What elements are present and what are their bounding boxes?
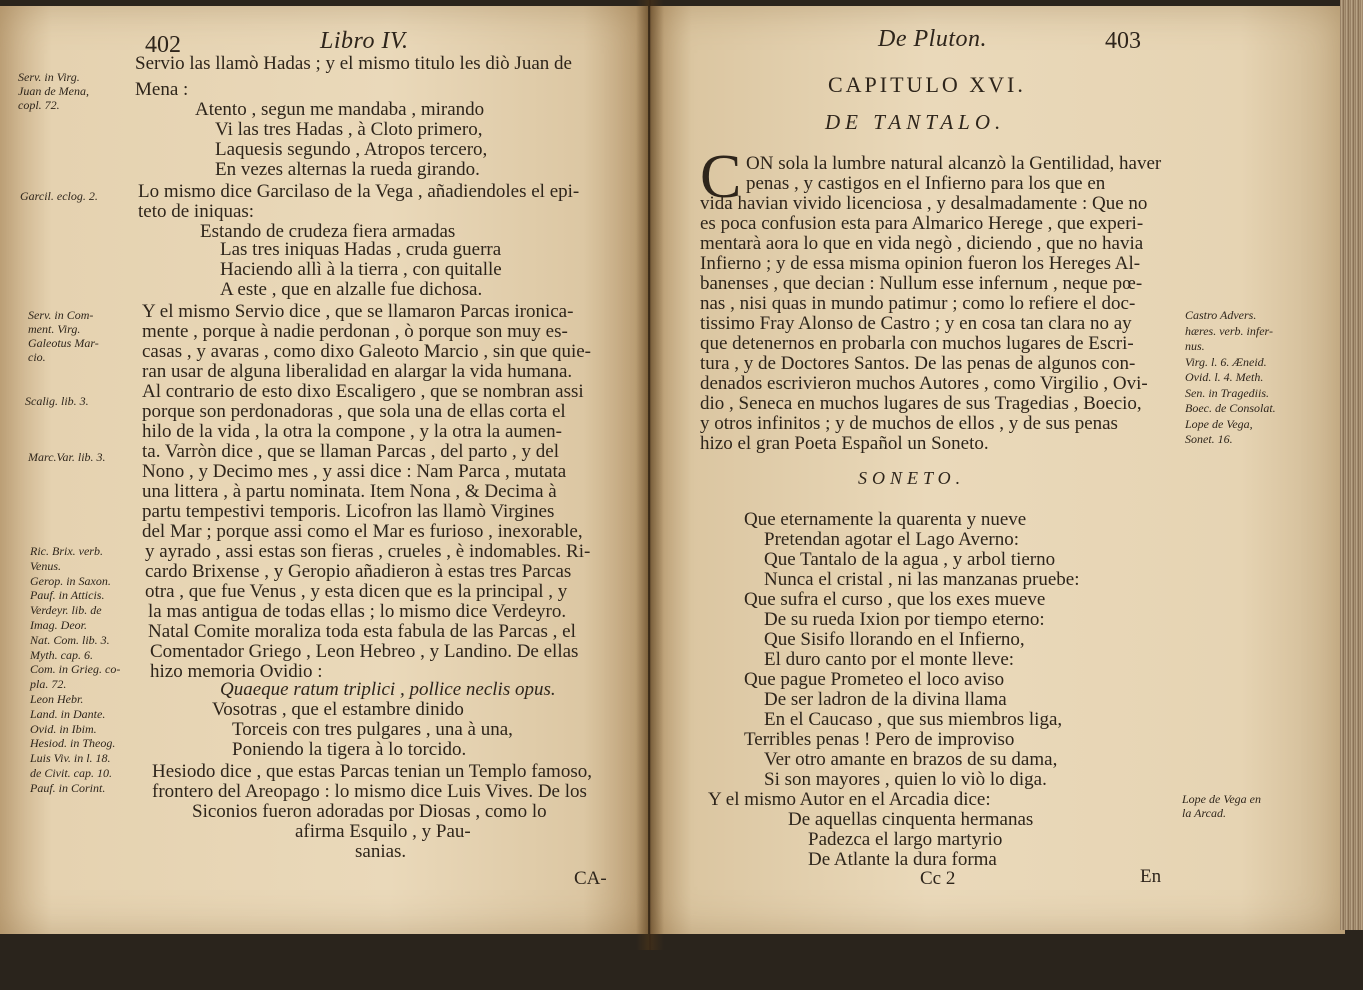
- text-line: mente , porque à nadie perdonan , ò porque son muy es-: [142, 321, 568, 342]
- running-head-right: De Pluton.: [878, 26, 987, 52]
- text-line: que detenernos en probarla con muchos lugares de Escri-: [700, 333, 1134, 354]
- margin-note: Serv. in Com- ment. Virg. Galeotus Mar- cio.: [28, 308, 99, 364]
- text-line: ta. Varròn dice , que se llaman Parcas , del parto , y del: [142, 441, 559, 462]
- text-line: frontero del Areopago : lo mismo dice Luis Vives. De los: [152, 781, 587, 802]
- text-line: Al contrario de esto dixo Escaligero , que se nombran assi: [142, 381, 584, 402]
- verse-line: A este , que en alzalle fue dichosa.: [220, 279, 483, 300]
- text-line: ON sola la lumbre natural alcanzò la Gentilidad, haver: [746, 153, 1162, 174]
- text-line: es poca confusion esta para Almarico Herege , que experi-: [700, 213, 1144, 234]
- sonnet-line: Pretendan agotar el Lago Averno:: [764, 529, 1019, 550]
- right-page: [650, 6, 1345, 934]
- page-number-right: 403: [1105, 28, 1141, 54]
- sonnet-line: El duro canto por el monte lleve:: [764, 649, 1015, 670]
- sonnet-line: Terribles penas ! Pero de improviso: [744, 729, 1015, 750]
- sonnet-line: Que eternamente la quarenta y nueve: [744, 509, 1027, 530]
- text-line: vida havian vivido licenciosa , y desalmadamente : Que no: [700, 193, 1148, 214]
- text-line: penas , y castigos en el Infierno para los que en: [746, 173, 1106, 194]
- text-line: del Mar ; porque assi como el Mar es furioso , inexorable,: [142, 521, 583, 542]
- text-line: tura , y de Doctores Santos. De las penas de algunos con-: [700, 353, 1136, 374]
- margin-note: Castro Advers. hæres. verb. infer- nus. Virg. l. 6. Æneid. Ovid. l. 4. Meth. Sen. in Tragediis. Boec. de Consolat. Lope de Vega, Sonet. 16.: [1185, 308, 1276, 446]
- text-line: Hesiodo dice , que estas Parcas tenian un Templo famoso,: [152, 761, 592, 782]
- margin-note: Scalig. lib. 3.: [25, 394, 89, 408]
- text-line: y otros infinitos ; y de muchos de ellos , y de sus penas: [700, 413, 1118, 434]
- verse-line: Padezca el largo martyrio: [808, 829, 1003, 850]
- sonnet-line: Si son mayores , quien lo viò lo diga.: [764, 769, 1047, 790]
- running-head-left: Libro IV.: [320, 28, 409, 54]
- verse-line: Laquesis segundo , Atropos tercero,: [215, 139, 488, 160]
- sonnet-line: Ver otro amante en brazos de su dama,: [764, 749, 1058, 770]
- catchword-left: CA-: [574, 868, 607, 889]
- text-line: hilo de la vida , la otra la compone , y la otra la aumen-: [142, 421, 562, 442]
- verse-line: En vezes alternas la rueda girando.: [215, 159, 480, 180]
- margin-note: Lope de Vega en la Arcad.: [1182, 792, 1261, 820]
- text-line: partu tempestivi temporis. Licofron las llamò Virgines: [142, 501, 555, 522]
- chapter-title: DE TANTALO.: [825, 110, 1006, 134]
- text-line: hizo memoria Ovidio :: [150, 661, 323, 682]
- left-page: [0, 6, 648, 934]
- sonnet-line: De su rueda Ixion por tiempo eterno:: [764, 609, 1045, 630]
- sonnet-line: Que Sisifo llorando en el Infierno,: [764, 629, 1025, 650]
- sonnet-line: En el Caucaso , que sus miembros liga,: [764, 709, 1063, 730]
- text-line: ran usar de alguna liberalidad en alargar la vida humana.: [142, 361, 573, 382]
- verse-line: Atento , segun me mandaba , mirando: [195, 99, 485, 120]
- drop-cap: C: [700, 143, 742, 211]
- text-line: tissimo Fray Alonso de Castro ; y en cosa tan clara no ay: [700, 313, 1132, 334]
- text-line: Natal Comite moraliza toda esta fabula de las Parcas , el: [148, 621, 576, 642]
- text-line: Mena :: [135, 79, 189, 100]
- verse-line: De Atlante la dura forma: [808, 849, 997, 870]
- text-line: dio , Seneca en muchos lugares de sus Tragedias , Boecio,: [700, 393, 1142, 414]
- verse-line: Vi las tres Hadas , à Cloto primero,: [215, 119, 483, 140]
- sonnet-line: Que pague Prometeo el loco aviso: [744, 669, 1005, 690]
- text-line: mentarà aora lo que en vida negò , diciendo , que no havia: [700, 233, 1144, 254]
- verse-line: Vosotras , que el estambre dinido: [212, 699, 464, 720]
- verse-line: Poniendo la tigera à lo torcido.: [232, 739, 467, 760]
- margin-note: Ric. Brix. verb. Venus. Gerop. in Saxon. Pauf. in Atticis. Verdeyr. lib. de Imag. Deor. Nat. Com. lib. 3. Myth. cap. 6. Com. in Grieg. co- pla. 72. Leon Hebr. Land. in Dante. Ovid. in Ibim. Hesiod. in Theog. Luis Viv. in l. 18. de Civit. cap. 10. Pauf. in Corint.: [30, 544, 121, 795]
- sonnet-line: Que sufra el curso , que los exes mueve: [744, 589, 1046, 610]
- sonnet-title: SONETO.: [858, 468, 966, 488]
- catchword-right: En: [1140, 866, 1162, 887]
- sonnet-line: Nunca el cristal , ni las manzanas pruebe:: [764, 569, 1080, 590]
- latin-verse: Quaeque ratum triplici , pollice neclis opus.: [220, 679, 556, 700]
- text-line: Infierno ; y de essa misma opinion fueron los Hereges Al-: [700, 253, 1141, 274]
- text-line: Comentador Griego , Leon Hebreo , y Landino. De ellas: [150, 641, 579, 662]
- text-line: hizo el gran Poeta Español un Soneto.: [700, 433, 989, 454]
- text-line: casas , y avaras , como dixo Galeoto Marcio , sin que quie-: [142, 341, 592, 362]
- text-line: teto de iniquas:: [138, 201, 255, 222]
- signature-mark: Cc 2: [920, 868, 956, 889]
- text-line: banenses , que decian : Nullum esse infernum , neque pœ-: [700, 273, 1143, 294]
- text-line: Y el mismo Autor en el Arcadia dice:: [708, 789, 991, 810]
- margin-note: Garcil. eclog. 2.: [20, 189, 98, 203]
- sonnet-line: Que Tantalo de la agua , y arbol tierno: [764, 549, 1056, 570]
- text-line: porque son perdonadoras , que sola una de ellas corta el: [142, 401, 566, 422]
- text-line: sanias.: [355, 841, 407, 862]
- text-line: Nono , y Decimo mes , y assi dice : Nam Parca , mutata: [142, 461, 567, 482]
- verse-line: Las tres iniquas Hadas , cruda guerra: [220, 239, 502, 260]
- verse-line: Torceis con tres pulgares , una à una,: [232, 719, 513, 740]
- text-line: denados escrivieron muchos Autores , como Virgilio , Ovi-: [700, 373, 1148, 394]
- page-edges: [1340, 0, 1363, 930]
- page-number-left: 402: [145, 32, 181, 58]
- verse-line: Haciendo allì à la tierra , con quitalle: [220, 259, 502, 280]
- text-line: cardo Brixense , y Geropio añadieron à estas tres Parcas: [145, 561, 572, 582]
- text-line: Siconios fueron adoradas por Diosas , como lo: [192, 801, 547, 822]
- chapter-heading: CAPITULO XVI.: [828, 72, 1026, 97]
- text-line: Y el mismo Servio dice , que se llamaron Parcas ironica-: [142, 301, 574, 322]
- text-line: afirma Esquilo , y Pau-: [295, 821, 471, 842]
- text-line: otra , que fue Venus , y esta dicen que es la principal , y: [145, 581, 568, 602]
- text-line: y ayrado , assi estas son fieras , crueles , è indomables. Ri-: [145, 541, 591, 562]
- margin-note: Serv. in Virg. Juan de Mena, copl. 72.: [18, 70, 89, 112]
- text-line: nas , nisi quas in mundo patimur ; como lo refiere el doc-: [700, 293, 1136, 314]
- text-line: Lo mismo dice Garcilaso de la Vega , añadiendoles el epi-: [138, 181, 580, 202]
- verse-line: Estando de crudeza fiera armadas: [200, 221, 456, 242]
- text-line: una littera , à partu nominata. Item Nona , & Decima à: [142, 481, 557, 502]
- verse-line: De aquellas cinquenta hermanas: [788, 809, 1034, 830]
- margin-note: Marc.Var. lib. 3.: [28, 450, 106, 464]
- text-line: la mas antigua de todas ellas ; lo mismo dice Verdeyro.: [148, 601, 567, 622]
- text-line: Servio las llamò Hadas ; y el mismo titulo les diò Juan de: [135, 53, 572, 74]
- sonnet-line: De ser ladron de la divina llama: [764, 689, 1007, 710]
